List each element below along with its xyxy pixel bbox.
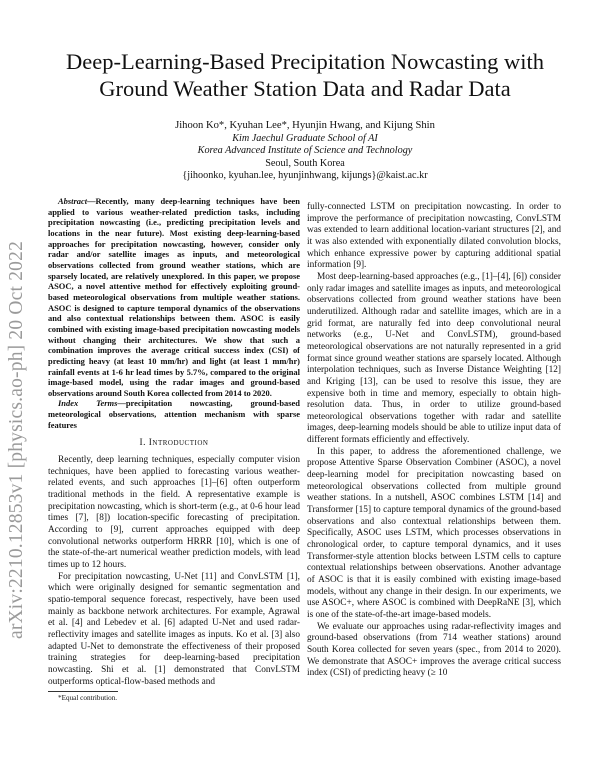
institute-affiliation: Korea Advanced Institute of Science and Technology xyxy=(197,145,413,157)
paragraph: Most deep-learning-based approaches (e.g., [1]–[4], [6]) consider only radar images and satellite images as inputs, and meteorological observations collected from ground weather stations have been underutilized. Although radar and satellite images, which are in a grid format, are naturally fed into deep convolutional neural networks (e.g., U-Net and ConvLSTM), ground-based meteorological observations are not naturally represented in a grid format since ground weather stations are sparsely located. Although interpolation techniques, such as Inverse Distance Weighting [12] and Kriging [13], can be used to resolve this issue, they are expensive both in time and memory, especially to obtain high-resolution data. Thus, in order to utilize ground-based meteorological observations together with radar and satellite images, deep-learning models should be able to utilize input data of different formats efficiently and effectively. xyxy=(307,271,561,446)
author-emails: {jihoonko, kyuhan.lee, hyunjinhwang, kijungs}@kaist.ac.kr xyxy=(182,170,428,182)
abstract xyxy=(48,196,300,398)
author-location: Seoul, South Korea xyxy=(265,157,345,169)
section-title: Introduction xyxy=(148,438,209,449)
title-line-2: Ground Weather Station Data and Radar Data xyxy=(99,76,511,101)
author-names: Jihoon Ko*, Kyuhan Lee*, Hyunjin Hwang, and Kijung Shin xyxy=(175,120,435,131)
section-numeral: I. xyxy=(139,438,149,449)
index-terms-text: —precipitation nowcasting, ground-based meteorological observations, attention mechanism with sparse features xyxy=(48,398,300,430)
paragraph: We evaluate our approaches using radar-reflectivity images and ground-based observations (from 714 weather stations) around South Korea collected for seven years (spec., from 2014 to 2020). We demonstrate that ASOC+ improves the average critical success index (CSI) of predicting heavy (≥ 10 xyxy=(307,621,561,679)
section-heading-introduction xyxy=(48,438,300,450)
footnote-divider xyxy=(48,691,118,692)
author-block xyxy=(40,120,570,183)
arxiv-id-text: arXiv:2210.12853v1 [physics.ao-ph] 20 Oct 2022 xyxy=(6,240,27,640)
paragraph: For precipitation nowcasting, U-Net [11] and ConvLSTM [1], which were originally designed for semantic segmentation and spatio-temporal sequence forecast, respectively, have been used mainly as backbone network architectures. For example, Agrawal et al. [4] and Lebedev et al. [6] adapted U-Net and used radar-reflectivity images and satellite images as inputs. Ko et al. [3] also adapted U-Net to demonstrate the effectiveness of their proposed training strategies for deep-learning-based precipitation nowcasting. Shi et al. [1] demonstrated that ConvLSTM outperforms optical-flow-based methods and xyxy=(48,571,300,687)
arxiv-identifier xyxy=(2,180,32,700)
paragraph: fully-connected LSTM on precipitation nowcasting. In order to improve the performance of precipitation nowcasting, ConvLSTM was extended to learn additional location-variant structures [2], and it was also extended with exponentially dilated convolution blocks, which enhance expressive power by capturing additional spatial information [9]. xyxy=(307,202,561,271)
abstract-lead: Abstract xyxy=(58,196,88,206)
title-line-1: Deep-Learning-Based Precipitation Nowcasting with xyxy=(66,49,544,74)
footnote: *Equal contribution. xyxy=(58,694,118,703)
paper-title xyxy=(40,48,570,102)
school-affiliation: Kim Jaechul Graduate School of AI xyxy=(232,132,378,144)
paragraph: Recently, deep learning techniques, especially computer vision techniques, have been applied to forecasting various weather-related events, and such approaches [1]–[6] often outperform traditional methods in the field. A representative example is precipitation nowcasting, which is short-term (e.g., at 0-6 hour lead times [7], [8]) location-specific forecasting of precipitation. According to [9], current approaches equipped with deep convolutional networks outperform HRRR [10], which is one of the state-of-the-art numerical weather prediction models, with lead times up to 12 hours. xyxy=(48,455,300,570)
right-column xyxy=(307,202,561,680)
paragraph: In this paper, to address the aforementioned challenge, we propose Attentive Sparse Observation Combiner (ASOC), a novel deep-learning model for precipitation nowcasting based on meteorological observations collected from multiple ground weather stations. In a nutshell, ASOC combines LSTM [14] and Transformer [15] to capture temporal dynamics of the ground-based observations and also contextual relationships between them. Specifically, ASOC uses LSTM, which processes observations in chronological order, to capture temporal dynamics, and it uses Transformer-style attention blocks between LSTM cells to capture contextual relationships between observations. Another advantage of ASOC is that it is easily combined with existing image-based models, without any change in their design. In our experiments, we use ASOC+, where ASOC is combined with DeepRaNE [3], which is one of the state-of-the-art image-based models. xyxy=(307,446,561,620)
index-terms xyxy=(48,398,300,430)
index-terms-lead: Index Terms xyxy=(58,398,118,409)
left-column xyxy=(48,196,300,703)
abstract-text: —Recently, many deep-learning techniques have been applied to various weather-related prediction tasks, including precipitation nowcasting (i.e., predicting precipitation levels and locations in the near future). Most existing deep-learning-based approaches for precipitation nowcasting, however, consider only radar and/or satellite images as inputs, and meteorological observations collected from ground weather stations, which are sparsely located, are relatively unexplored. In this paper, we propose ASOC, a novel attentive method for effectively exploiting ground-based meteorological observations from multiple weather stations. ASOC is designed to capture temporal dynamics of the observations and also contextual relationships between them. ASOC is easily combined with existing image-based precipitation nowcasting models without changing their architectures. We show that such a combination improves the average critical success index (CSI) of predicting heavy (at least 10 mm/hr) and light (at least 1 mm/hr) rainfall events at 1-6 hr lead times by 5.7%, compared to the original image-based model, using the radar images and ground-based observations around South Korea collected from 2014 to 2020. xyxy=(48,196,300,398)
